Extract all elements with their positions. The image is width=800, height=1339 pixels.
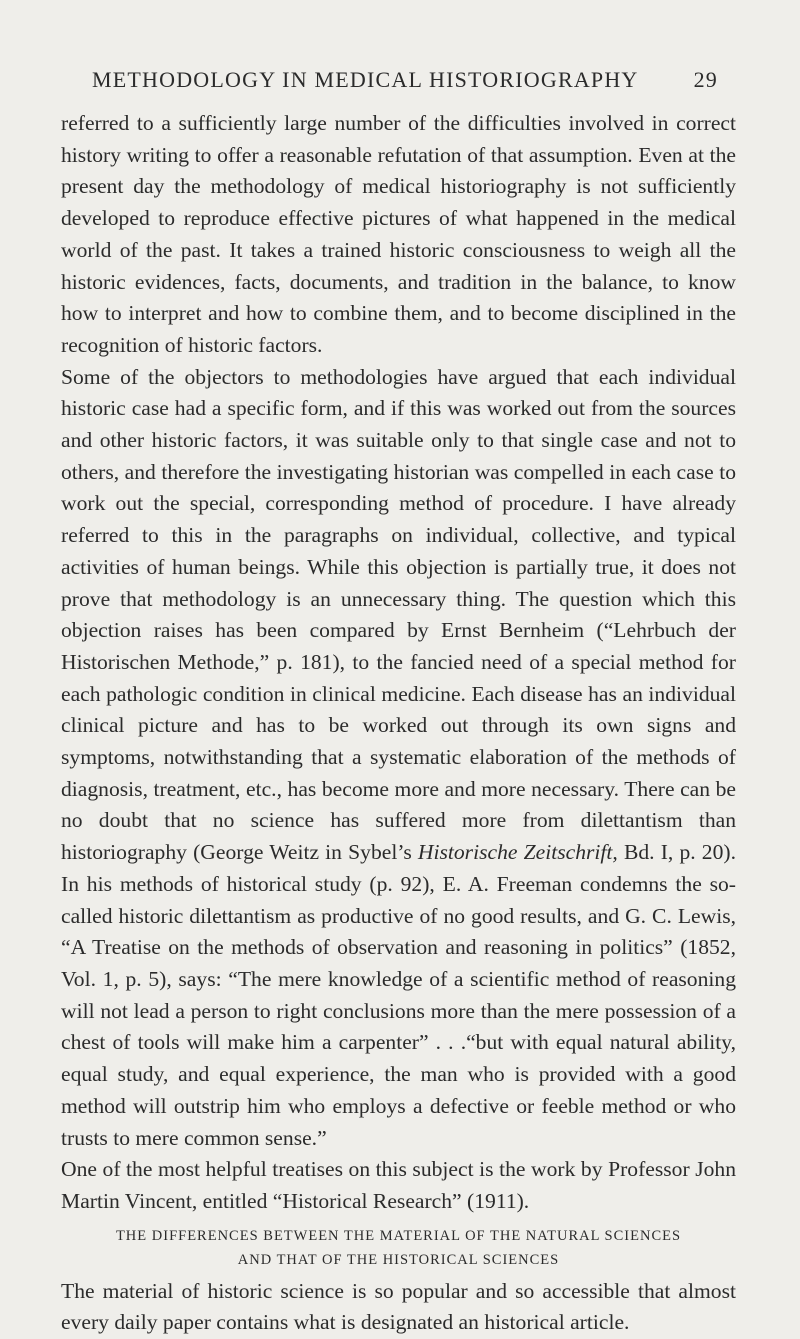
body-text xyxy=(61,108,736,1339)
paragraph-2-part-1: Some of the objectors to methodologies have argued that each individual historic case had a specific form, and if this was worked out from the sources and other historic factors, it was suitable only to that single case and not to others, and therefore the investigating historian was compelled in each case to work out the special, corresponding method of procedure. I have already referred to this in the paragraphs on individual, collective, and typical activities of human beings. While this objection is partially true, it does not prove that methodology is an unnecessary thing. The question which this objection raises has been compared by Ernst Bernheim (“Lehrbuch der Historischen Methode,” p. 181), to the fancied need of a special method for each pathologic condition in clinical medicine. Each disease has an individual clinical picture and has to be worked out through its own signs and symptoms, notwithstanding that a systematic elaboration of the methods of diagnosis, treatment, etc., has become more and more necessary. There can be no doubt that no science has suffered more from dilettantism than historiography (George Weitz in Sybel’s xyxy=(61,364,736,865)
section-heading-line-2: AND THAT OF THE HISTORICAL SCIENCES xyxy=(237,1251,560,1268)
section-heading-line-1: THE DIFFERENCES BETWEEN THE MATERIAL OF THE NATURAL SCIENCES xyxy=(115,1227,682,1244)
section-heading xyxy=(61,1224,736,1272)
page-number: 29 xyxy=(693,67,718,92)
journal-title: Historische Zeitschrift, xyxy=(417,840,618,865)
paragraph-1: referred to a sufficiently large number of the difficulties involved in correct history writing to offer a reasonable refutation of that assumption. Even at the present day the methodology of medical historiography is not sufficiently developed to reproduce effective pictures of what happened in the medical world of the past. It takes a trained historic consciousness to weigh all the historic evidences, facts, documents, and tradition in the balance, to know how to interpret and how to combine them, and to become disciplined in the recognition of historic factors. xyxy=(61,111,736,357)
paragraph-4: The material of historic science is so popular and so accessible that almost every daily paper contains what is designated an historical article. xyxy=(61,1278,736,1335)
running-head-title: METHODOLOGY IN MEDICAL HISTORIOGRAPHY xyxy=(92,67,639,92)
paragraph-2 xyxy=(61,362,736,1155)
paragraph-2-part-2: Bd. I, p. 20). In his methods of historical study (p. 92), E. A. Freeman condemns the so-called historic dilettantism as productive of no good results, and G. C. Lewis, “A Treatise on the methods of observation and reasoning in politics” (1852, Vol. 1, p. 5), says: “The mere knowledge of a scientific method of reasoning will not lead a person to right conclusions more than the mere possession of a chest of tools will make him a carpenter” . . .“but with equal natural ability, equal study, and equal experience, the man who is provided with a good method will outstrip him who employs a defective or feeble method or who trusts to mere common sense.” xyxy=(61,840,736,1150)
paragraph-3: One of the most helpful treatises on this subject is the work by Professor John Martin Vincent, entitled “Historical Research” (1911). xyxy=(61,1157,736,1213)
